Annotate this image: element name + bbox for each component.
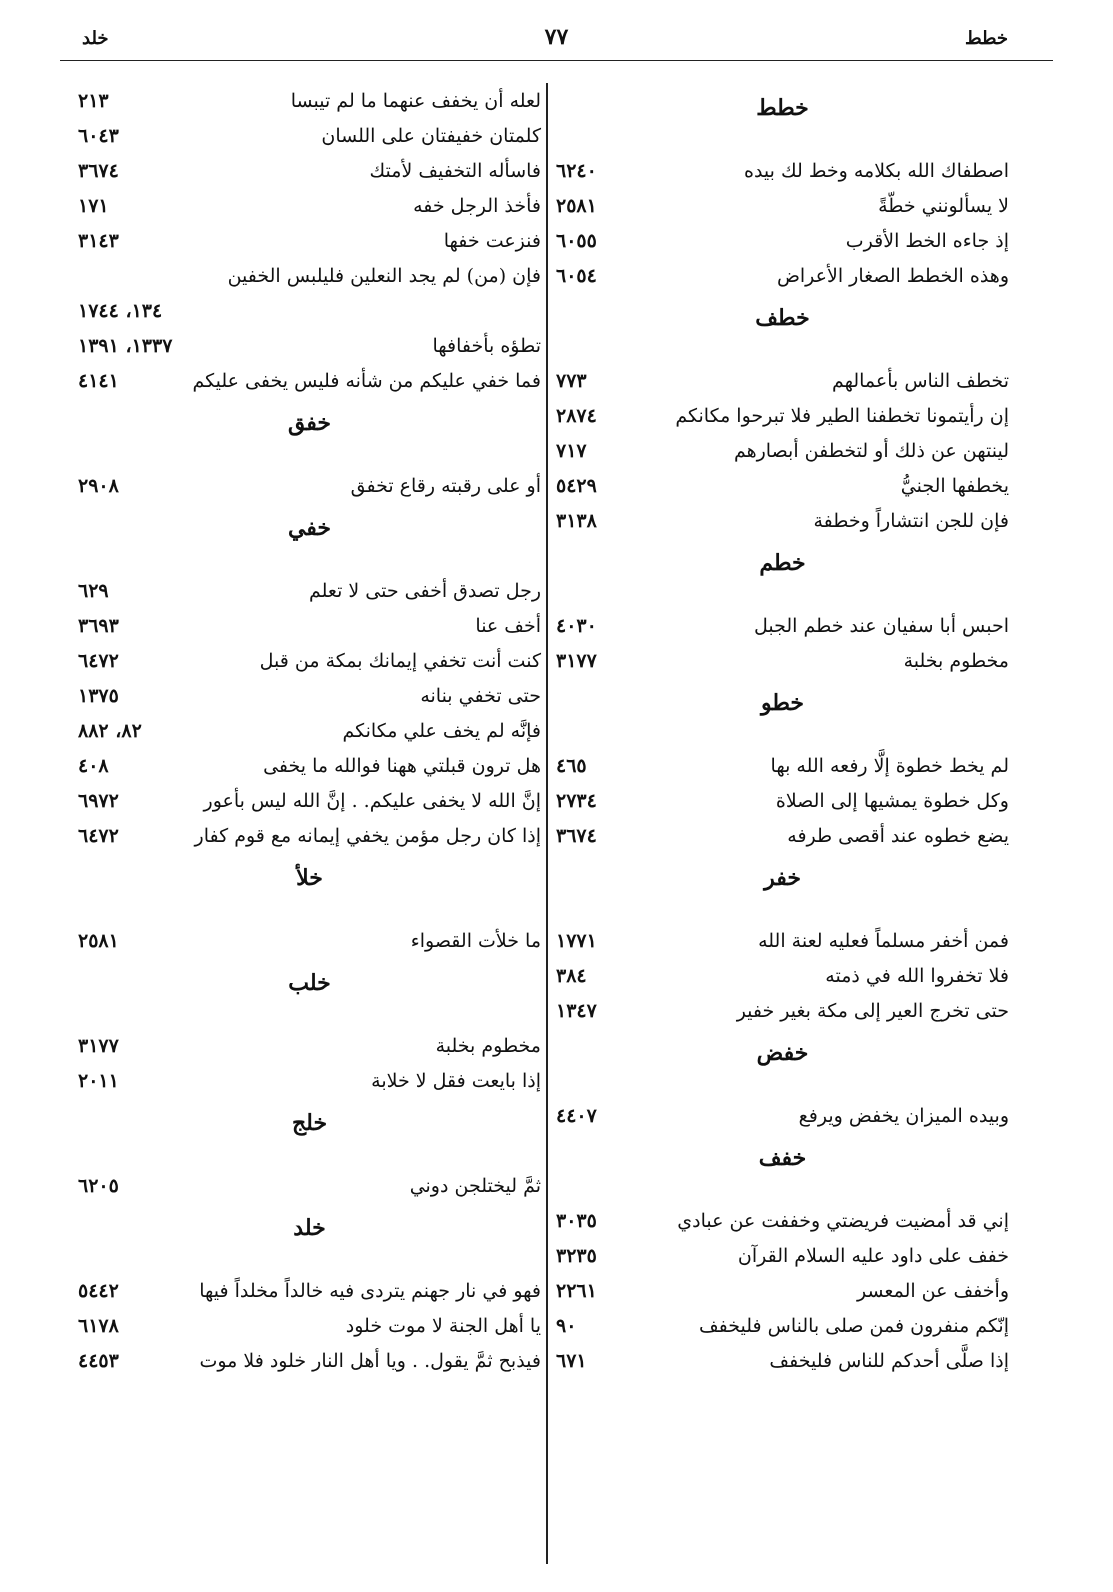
entry-reference: ٣٦٩٣ — [78, 615, 119, 637]
entry-reference: ٦١٧٨ — [78, 1315, 119, 1337]
entry-reference: ٢١٣ — [78, 90, 109, 112]
header-right-word: خطط — [965, 28, 1008, 49]
entry-reference: ٢٥٨١ — [78, 930, 119, 952]
index-entry — [556, 1239, 1009, 1274]
entry-text: وكل خطوة يمشيها إلى الصلاة — [775, 790, 1009, 812]
index-entry — [556, 749, 1009, 784]
entry-text: مخطوم بخلبة — [903, 650, 1009, 672]
entry-reference: ٢٥٨١ — [556, 195, 597, 217]
index-entry — [556, 959, 1009, 994]
index-entry — [556, 784, 1009, 819]
index-entry — [556, 504, 1009, 539]
entry-reference: ٣١٤٣ — [78, 230, 119, 252]
entry-text: لعله أن يخفف عنهما ما لم تيبسا — [290, 90, 541, 112]
section-heading: خطط — [756, 95, 809, 121]
section-heading: خفف — [758, 1145, 807, 1171]
index-entry — [78, 84, 541, 119]
entry-text: كلمتان خفيفتان على اللسان — [321, 125, 541, 147]
entry-reference: ٦٧١ — [556, 1350, 587, 1372]
entry-text: تطؤه بأخفافها — [432, 335, 541, 357]
index-entry — [78, 1344, 541, 1379]
index-entry — [556, 434, 1009, 469]
entry-text: إنّكم منفرون فمن صلى بالناس فليخفف — [698, 1315, 1009, 1337]
entry-reference: ٦٢٠٥ — [78, 1175, 119, 1197]
entry-text: خفف على داود عليه السلام القرآن — [737, 1245, 1009, 1267]
entry-reference: ٣٠٣٥ — [556, 1210, 597, 1232]
right-column — [556, 84, 1009, 1379]
entry-text: إني قد أمضيت فريضتي وخففت عن عبادي — [677, 1210, 1009, 1232]
index-entry — [78, 154, 541, 189]
entry-reference: ٦٩٧٢ — [78, 790, 119, 812]
index-entry — [78, 1274, 541, 1309]
entry-text: تخطف الناس بأعمالهم — [831, 370, 1009, 392]
entry-reference: ٩٠ — [556, 1315, 577, 1337]
entry-reference: ٢٠١١ — [78, 1070, 119, 1092]
entry-reference: ٣٨٤ — [556, 965, 587, 987]
index-entry — [78, 224, 541, 259]
index-entry — [556, 154, 1009, 189]
entry-text: لينتهن عن ذلك أو لتخطفن أبصارهم — [733, 440, 1009, 462]
entry-text: ثمَّ ليختلجن دوني — [409, 1175, 541, 1197]
index-entry — [78, 329, 541, 364]
index-entry — [78, 1169, 541, 1204]
index-entry — [556, 1204, 1009, 1239]
section-heading: خفق — [287, 410, 332, 436]
entry-text: وبيده الميزان يخفض ويرفع — [798, 1105, 1009, 1127]
index-entry — [556, 1099, 1009, 1134]
index-entry — [78, 749, 541, 784]
entry-reference: ٤٠٨ — [78, 755, 109, 777]
index-entry — [78, 924, 541, 959]
column-divider — [546, 83, 548, 1564]
entry-text: كنت أنت تخفي إيمانك بمكة من قبل — [259, 650, 541, 672]
entry-text: لا يسألونني خطّةً — [878, 195, 1009, 217]
entry-text: إذا بايعت فقل لا خلابة — [371, 1070, 541, 1092]
index-entry — [78, 1309, 541, 1344]
index-entry — [78, 784, 541, 819]
entry-text: وهذه الخطط الصغار الأعراض — [776, 265, 1009, 287]
index-entry — [78, 119, 541, 154]
section-heading: خطف — [755, 305, 810, 331]
entry-reference: ٤٤٥٣ — [78, 1350, 119, 1372]
section-heading: خطو — [760, 690, 804, 716]
header-left-word: خلد — [82, 28, 109, 49]
entry-text: يضع خطوه عند أقصى طرفه — [787, 825, 1009, 847]
entry-text: لم يخط خطوة إلَّا رفعه الله بها — [770, 755, 1009, 777]
index-entry — [556, 189, 1009, 224]
entry-text: إذ جاءه الخط الأقرب — [845, 230, 1009, 252]
entry-reference: ١٧٧١ — [556, 930, 597, 952]
index-entry — [556, 259, 1009, 294]
entry-reference: ٣١٧٧ — [556, 650, 597, 672]
entry-text: مخطوم بخلبة — [435, 1035, 541, 1057]
index-entry — [78, 189, 541, 224]
index-entry — [78, 469, 541, 504]
entry-text: فهو في نار جهنم يتردى فيه خالداً مخلداً فيها — [199, 1280, 541, 1302]
entry-text: فمن أخفر مسلماً فعليه لعنة الله — [758, 930, 1009, 952]
entry-text: أو على رقبته رقاع تخفق — [350, 475, 541, 497]
index-entry — [78, 819, 541, 854]
section-heading: خلج — [291, 1110, 328, 1136]
entry-reference: ٦٤٧٢ — [78, 825, 119, 847]
section-heading: خفي — [287, 515, 332, 541]
entry-text: فأخذ الرجل خفه — [413, 195, 541, 217]
section-heading: خلد — [293, 1215, 326, 1241]
entry-reference: ١٣٤، ١٧٤٤ — [78, 300, 163, 322]
entry-reference: ١٧١ — [78, 195, 109, 217]
entry-reference: ٤١٤١ — [78, 370, 119, 392]
header-rule — [60, 60, 1053, 61]
index-entry — [78, 609, 541, 644]
entry-text: أخف عنا — [475, 615, 541, 637]
entry-text: حتى تخفي بنانه — [420, 685, 541, 707]
index-entry — [78, 1029, 541, 1064]
entry-reference: ٢٨٧٤ — [556, 405, 597, 427]
entry-reference: ٦٠٥٤ — [556, 265, 597, 287]
index-entry — [78, 574, 541, 609]
entry-reference: ٦٢٤٠ — [556, 160, 597, 182]
entry-reference: ٤٦٥ — [556, 755, 587, 777]
entry-reference: ٢٧٣٤ — [556, 790, 597, 812]
entry-reference: ٣١٣٨ — [556, 510, 597, 532]
left-column — [78, 84, 541, 1379]
entry-reference: ١٣٣٧، ١٣٩١ — [78, 335, 173, 357]
entry-text: إن رأيتمونا تخطفنا الطير فلا تبرحوا مكانكم — [675, 405, 1009, 427]
entry-text: فاسأله التخفيف لأمتك — [369, 160, 541, 182]
index-entry — [556, 1309, 1009, 1344]
index-entry — [78, 294, 541, 329]
section-heading: خفض — [756, 1040, 809, 1066]
entry-text: فإنَّه لم يخف علي مكانكم — [342, 720, 541, 742]
entry-reference: ١٣٤٧ — [556, 1000, 597, 1022]
index-entry — [556, 364, 1009, 399]
entry-text: إنَّ الله لا يخفى عليكم. . إنَّ الله ليس بأعور — [203, 790, 541, 812]
index-entry — [556, 224, 1009, 259]
entry-reference: ٧١٧ — [556, 440, 587, 462]
page-header — [60, 24, 1053, 68]
entry-reference: ٣١٧٧ — [78, 1035, 119, 1057]
entry-text: فإن للجن انتشاراً وخطفة — [813, 510, 1009, 532]
entry-reference: ٤٤٠٧ — [556, 1105, 597, 1127]
entry-reference: ٣٦٧٤ — [78, 160, 119, 182]
entry-text: اصطفاك الله بكلامه وخط لك بيده — [744, 160, 1009, 182]
index-entry — [78, 259, 541, 294]
section-heading: خفر — [764, 865, 801, 891]
index-entry — [78, 364, 541, 399]
entry-text: فما خفي عليكم من شأنه فليس يخفى عليكم — [192, 370, 541, 392]
index-entry — [556, 1274, 1009, 1309]
entry-reference: ٢٩٠٨ — [78, 475, 119, 497]
entry-reference: ٦٢٩ — [78, 580, 109, 602]
entry-text: فيذبح ثمَّ يقول. . ويا أهل النار خلود فلا موت — [199, 1350, 541, 1372]
entry-reference: ٤٠٣٠ — [556, 615, 597, 637]
entry-reference: ٦٠٥٥ — [556, 230, 597, 252]
entry-text: إذا صلَّى أحدكم للناس فليخفف — [769, 1350, 1009, 1372]
index-entry — [78, 1064, 541, 1099]
section-heading: خطم — [759, 550, 806, 576]
entry-text: ما خلأت القصواء — [410, 930, 541, 952]
entry-text: وأخفف عن المعسر — [856, 1280, 1009, 1302]
entry-reference: ١٣٧٥ — [78, 685, 119, 707]
entry-reference: ٢٢٦١ — [556, 1280, 597, 1302]
entry-text: يا أهل الجنة لا موت خلود — [345, 1315, 541, 1337]
entry-text: فإن (من) لم يجد النعلين فليلبس الخفين — [227, 265, 541, 287]
entry-text: يخطفها الجنيُّ — [900, 475, 1009, 497]
index-entry — [556, 924, 1009, 959]
index-entry — [78, 644, 541, 679]
index-entry — [556, 399, 1009, 434]
entry-text: احبس أبا سفيان عند خطم الجبل — [753, 615, 1009, 637]
entry-text: حتى تخرج العير إلى مكة بغير خفير — [736, 1000, 1009, 1022]
entry-reference: ٦٠٤٣ — [78, 125, 119, 147]
entry-reference: ٥٤٢٩ — [556, 475, 597, 497]
entry-text: إذا كان رجل مؤمن يخفي إيمانه مع قوم كفار — [194, 825, 541, 847]
section-heading: خلأ — [296, 865, 323, 891]
index-entry — [556, 469, 1009, 504]
entry-reference: ٥٤٤٢ — [78, 1280, 119, 1302]
index-entry — [78, 714, 541, 749]
entry-reference: ٦٤٧٢ — [78, 650, 119, 672]
entry-text: فلا تخفروا الله في ذمته — [825, 965, 1009, 987]
index-entry — [556, 819, 1009, 854]
index-entry — [556, 644, 1009, 679]
index-entry — [556, 994, 1009, 1029]
section-heading: خلب — [288, 970, 331, 996]
index-entry — [556, 609, 1009, 644]
page-number: ٧٧ — [544, 24, 569, 50]
entry-text: فنزعت خفها — [443, 230, 541, 252]
entry-reference: ٣٦٧٤ — [556, 825, 597, 847]
entry-reference: ٧٧٣ — [556, 370, 587, 392]
entry-text: هل ترون قبلتي ههنا فوالله ما يخفى — [263, 755, 541, 777]
index-entry — [556, 1344, 1009, 1379]
index-entry — [78, 679, 541, 714]
entry-reference: ٣٢٣٥ — [556, 1245, 597, 1267]
entry-text: رجل تصدق أخفى حتى لا تعلم — [309, 580, 541, 602]
entry-reference: ٨٢، ٨٨٢ — [78, 720, 142, 742]
